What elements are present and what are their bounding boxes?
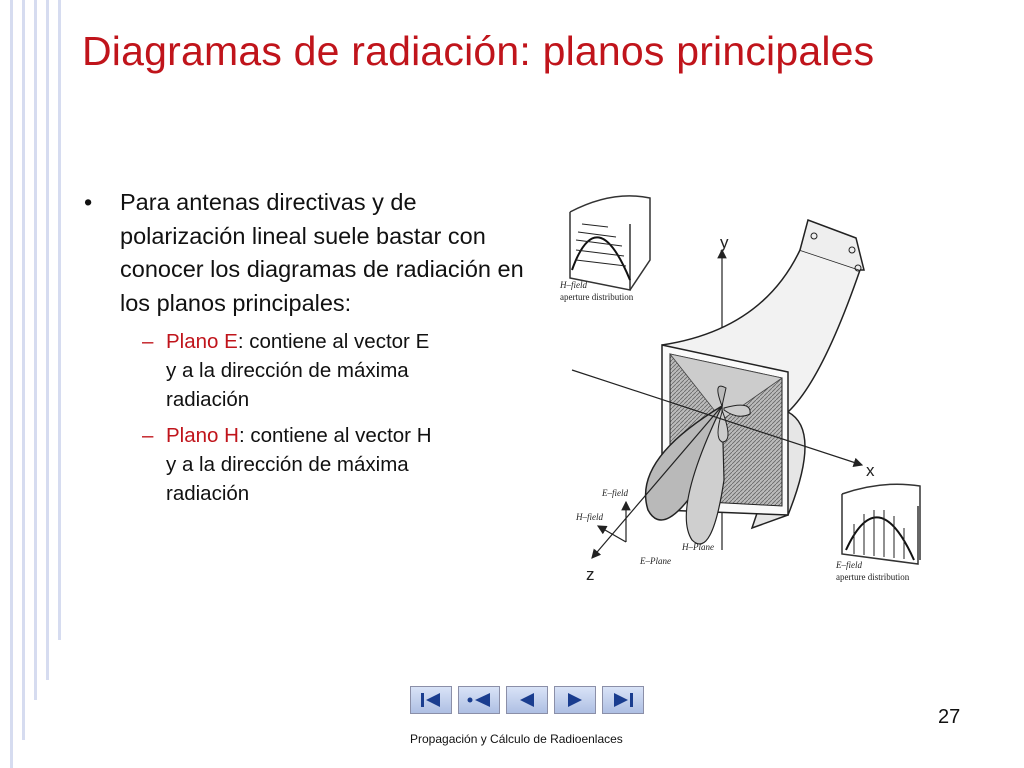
deco-line bbox=[46, 0, 49, 680]
horn-antenna-figure bbox=[552, 180, 932, 590]
bullet-item bbox=[84, 186, 524, 320]
last-slide-button[interactable] bbox=[602, 686, 644, 714]
previous-viewed-icon bbox=[466, 691, 492, 709]
next-slide-button[interactable] bbox=[554, 686, 596, 714]
deco-line bbox=[10, 0, 13, 768]
e-field-aperture-plot bbox=[835, 484, 920, 582]
previous-viewed-button[interactable] bbox=[458, 686, 500, 714]
slide-navigation bbox=[410, 686, 644, 714]
e-plane-label: E–Plane bbox=[640, 556, 671, 566]
h-field-aperture-label: H–field bbox=[560, 280, 587, 290]
first-slide-button[interactable] bbox=[410, 686, 452, 714]
first-slide-icon bbox=[418, 691, 444, 709]
h-field-aperture-plot bbox=[559, 196, 650, 302]
bullet-text: Para antenas directivas y de polarización lineal suele bastar con conocer los diagramas de radiación en los planos principales: bbox=[120, 189, 524, 316]
deco-line bbox=[22, 0, 25, 740]
sub-dash: – bbox=[142, 330, 154, 353]
sub-item-h-plane bbox=[142, 421, 432, 508]
next-slide-icon bbox=[562, 691, 588, 709]
h-field-label: H–field bbox=[576, 512, 603, 522]
sub-text bbox=[166, 327, 432, 414]
bullet-marker: • bbox=[84, 189, 93, 215]
deco-line bbox=[58, 0, 61, 640]
slide-content bbox=[84, 186, 524, 508]
x-axis-label: x bbox=[866, 461, 875, 480]
e-field-aperture-label: E–field bbox=[836, 560, 862, 570]
sub-rest: : contiene al vector E y a la dirección de máxima radiación bbox=[166, 330, 430, 411]
footer-text: Propagación y Cálculo de Radioenlaces bbox=[410, 732, 623, 746]
h-field-aperture-label: aperture distribution bbox=[560, 292, 634, 302]
sub-term: Plano E bbox=[166, 330, 238, 353]
previous-slide-button[interactable] bbox=[506, 686, 548, 714]
last-slide-icon bbox=[610, 691, 636, 709]
sub-item-e-plane bbox=[142, 327, 432, 414]
sub-text bbox=[166, 421, 432, 508]
e-field-label: E–field bbox=[602, 488, 628, 498]
sub-term: Plano H bbox=[166, 424, 239, 447]
e-field-aperture-label: aperture distribution bbox=[836, 572, 910, 582]
h-plane-label: H–Plane bbox=[682, 542, 714, 552]
sub-rest: : contiene al vector H y a la dirección de máxima radiación bbox=[166, 424, 432, 505]
previous-slide-icon bbox=[514, 691, 540, 709]
sub-dash: – bbox=[142, 424, 154, 447]
z-axis-label: z bbox=[586, 565, 595, 584]
slide-title: Diagramas de radiación: planos principales bbox=[82, 28, 875, 74]
y-axis-label: y bbox=[720, 233, 729, 252]
page-number: 27 bbox=[938, 706, 961, 728]
deco-line bbox=[34, 0, 37, 700]
